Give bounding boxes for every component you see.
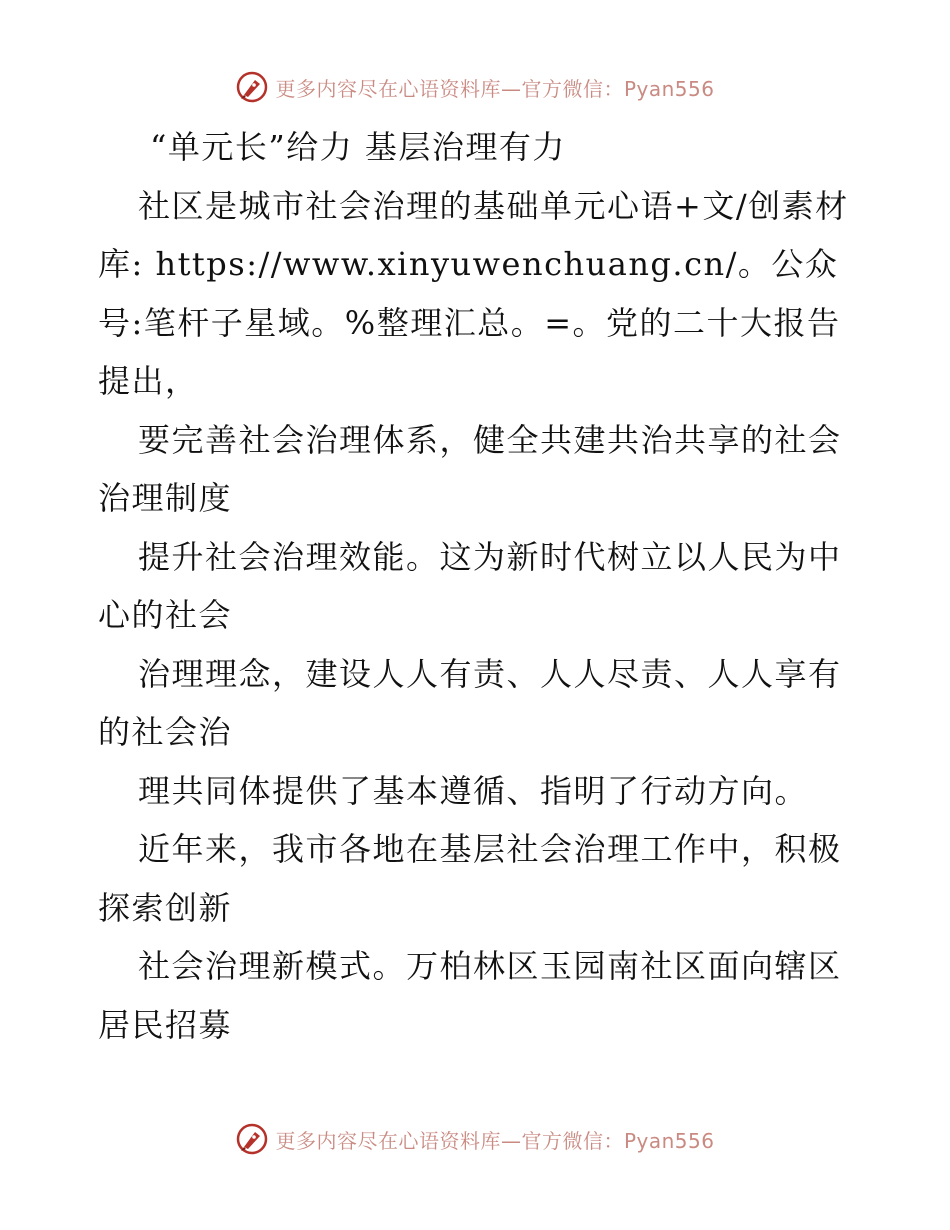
document-body <box>98 118 858 1054</box>
paragraph: 近年来，我市各地在基层社会治理工作中，积极探索创新 <box>98 830 842 927</box>
paragraph: 社区是城市社会治理的基础单元心语+文/创素材库: https://www.xinyuwenchuang.cn/。公众号:笔杆子星域。%整理汇总。=。党的二十大报告提出， <box>98 186 849 400</box>
paragraph: 社会治理新模式。万柏林区玉园南社区面向辖区居民招募 <box>98 947 842 1044</box>
paragraph: 治理理念，建设人人有责、人人尽责、人人享有的社会治 <box>98 654 842 751</box>
document-title: “单元长”给力 基层治理有力 <box>150 128 566 166</box>
paragraph: 要完善社会治理体系，健全共建共治共享的社会治理制度 <box>98 420 842 517</box>
paragraph: 理共同体提供了基本遵循、指明了行动方向。 <box>138 771 809 810</box>
pen-nib-logo-icon <box>235 70 269 104</box>
header-banner-text: 更多内容尽在心语资料库—官方微信：Pyan556 <box>275 76 715 101</box>
footer-banner <box>0 1122 950 1156</box>
pen-nib-logo-icon <box>235 1122 269 1156</box>
header-banner <box>0 70 950 104</box>
footer-banner-text: 更多内容尽在心语资料库—官方微信：Pyan556 <box>275 1128 715 1153</box>
paragraph: 提升社会治理效能。这为新时代树立以人民为中心的社会 <box>98 537 842 634</box>
